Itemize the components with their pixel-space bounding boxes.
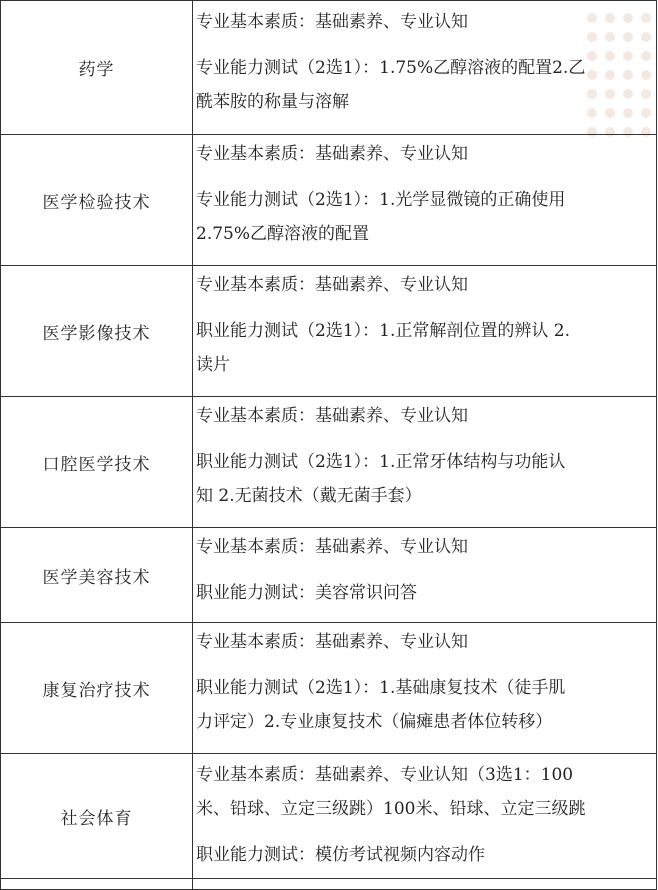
content-line: 职业能力测试（2选1）：1.正常牙体结构与功能认 <box>196 452 566 472</box>
exam-content <box>193 1 657 135</box>
major-name: 医学影像技术 <box>1 266 193 397</box>
content-line: 酰苯胺的称量与溶解 <box>196 92 349 112</box>
content-line: 专业基本素质：基础素养、专业认知 <box>196 12 468 32</box>
content-line: 职业能力测试（2选1）：1.基础康复技术（徒手肌 <box>196 678 566 698</box>
content-line: 力评定）2.专业康复技术（偏瘫患者体位转移） <box>196 712 553 732</box>
content-line: 专业基本素质：基础素养、专业认知（3选1：100 <box>196 765 574 785</box>
content-line: 专业能力测试（2选1）：1.75%乙醇溶液的配置2.乙 <box>196 58 586 78</box>
content-line: 职业能力测试：模仿考试视频内容动作 <box>196 845 485 865</box>
major-name: 医学检验技术 <box>1 135 193 266</box>
empty-cell <box>1 879 193 890</box>
table-row <box>1 623 657 754</box>
table-row <box>1 397 657 528</box>
exam-content <box>193 528 657 623</box>
exam-content <box>193 754 657 879</box>
content-line: 知 2.无菌技术（戴无菌手套） <box>196 486 422 506</box>
content-line: 米、铅球、立定三级跳）100米、铅球、立定三级跳 <box>196 799 586 819</box>
table-row <box>1 528 657 623</box>
table-row <box>1 135 657 266</box>
table-row <box>1 1 657 135</box>
content-line: 职业能力测试：美容常识问答 <box>196 583 417 603</box>
content-line: 专业基本素质：基础素养、专业认知 <box>196 632 468 652</box>
content-line: 专业基本素质：基础素养、专业认知 <box>196 406 468 426</box>
table-row <box>1 266 657 397</box>
table-row-partial <box>1 879 657 890</box>
exam-content <box>193 266 657 397</box>
exam-content <box>193 397 657 528</box>
empty-cell <box>193 879 657 890</box>
content-line: 专业基本素质：基础素养、专业认知 <box>196 275 468 295</box>
major-name: 口腔医学技术 <box>1 397 193 528</box>
content-line: 职业能力测试（2选1）：1.正常解剖位置的辨认 2. <box>196 321 570 341</box>
major-name: 康复治疗技术 <box>1 623 193 754</box>
content-line: 专业基本素质：基础素养、专业认知 <box>196 144 468 164</box>
major-name: 社会体育 <box>1 754 193 879</box>
major-name: 药学 <box>1 1 193 135</box>
content-line: 读片 <box>196 355 230 375</box>
exam-content <box>193 135 657 266</box>
exam-content <box>193 623 657 754</box>
content-line: 专业基本素质：基础素养、专业认知 <box>196 537 468 557</box>
content-line: 专业能力测试（2选1）：1.光学显微镜的正确使用 <box>196 190 566 210</box>
table-row <box>1 754 657 879</box>
content-line: 2.75%乙醇溶液的配置 <box>196 224 370 244</box>
major-name: 医学美容技术 <box>1 528 193 623</box>
